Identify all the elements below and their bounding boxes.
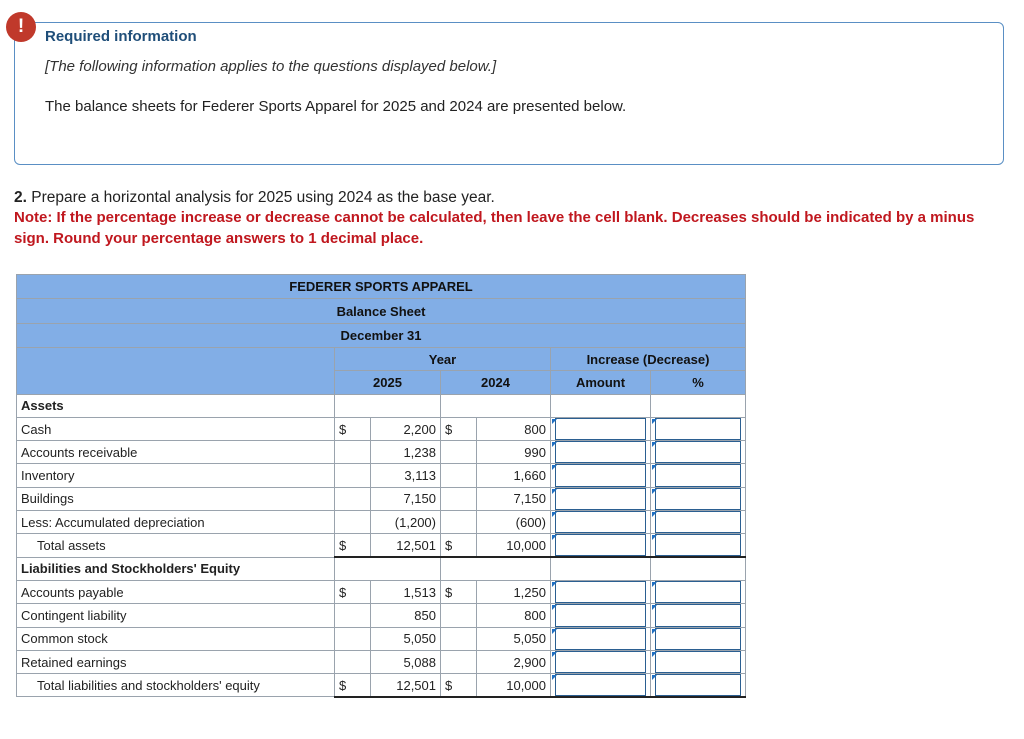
empty-cell <box>651 394 746 417</box>
row-label: Buildings <box>17 487 335 510</box>
table-row <box>17 627 746 650</box>
value-2024: 1,250 <box>477 580 551 603</box>
percent-change-cell <box>651 674 746 697</box>
percent-change-cell <box>651 441 746 464</box>
currency-symbol-2025 <box>335 650 371 673</box>
currency-symbol-2024: $ <box>441 417 477 440</box>
statement-date: December 31 <box>17 324 746 348</box>
currency-symbol-2024 <box>441 464 477 487</box>
value-2025: (1,200) <box>371 511 441 534</box>
percent-change-cell <box>651 464 746 487</box>
amount-change-cell <box>551 487 651 510</box>
amount-change-input[interactable] <box>555 674 646 696</box>
amount-header: Amount <box>551 371 651 394</box>
currency-symbol-2025: $ <box>335 417 371 440</box>
currency-symbol-2025 <box>335 604 371 627</box>
percent-change-input[interactable] <box>655 628 741 650</box>
empty-cell <box>335 394 441 417</box>
percent-change-cell <box>651 627 746 650</box>
question-number: 2. <box>14 189 27 206</box>
value-2024: 10,000 <box>477 674 551 697</box>
percent-change-cell <box>651 487 746 510</box>
header-blank <box>17 348 335 371</box>
year-2025-header: 2025 <box>335 371 441 394</box>
amount-change-cell <box>551 464 651 487</box>
amount-change-input[interactable] <box>555 488 646 510</box>
percent-change-cell <box>651 417 746 440</box>
currency-symbol-2025 <box>335 487 371 510</box>
currency-symbol-2025 <box>335 627 371 650</box>
empty-cell <box>441 394 551 417</box>
assets-heading: Assets <box>17 394 335 417</box>
currency-symbol-2025 <box>335 464 371 487</box>
alert-icon: ! <box>6 12 36 42</box>
row-label: Retained earnings <box>17 650 335 673</box>
row-label: Inventory <box>17 464 335 487</box>
percent-change-input[interactable] <box>655 441 741 463</box>
currency-symbol-2025: $ <box>335 674 371 697</box>
percent-change-cell <box>651 534 746 557</box>
table-row <box>17 650 746 673</box>
currency-symbol-2024 <box>441 604 477 627</box>
table-row <box>17 674 746 697</box>
table-row <box>17 580 746 603</box>
amount-change-input[interactable] <box>555 511 646 533</box>
row-label: Contingent liability <box>17 604 335 627</box>
value-2024: 7,150 <box>477 487 551 510</box>
amount-change-input[interactable] <box>555 604 646 626</box>
percent-change-input[interactable] <box>655 534 741 556</box>
value-2024: 800 <box>477 604 551 627</box>
value-2024: 1,660 <box>477 464 551 487</box>
table-row <box>17 511 746 534</box>
percent-change-cell <box>651 580 746 603</box>
empty-cell <box>551 557 651 580</box>
question-note: Note: If the percentage increase or decrease cannot be calculated, then leave the cell blank. Decreases should be indicated by a minus sign. Round your percentage answers to 1 decimal place. <box>14 209 975 247</box>
amount-change-cell <box>551 604 651 627</box>
amount-change-input[interactable] <box>555 464 646 486</box>
percent-change-input[interactable] <box>655 418 741 440</box>
amount-change-cell <box>551 650 651 673</box>
table-row <box>17 441 746 464</box>
currency-symbol-2024 <box>441 441 477 464</box>
percent-header: % <box>651 371 746 394</box>
empty-cell <box>651 557 746 580</box>
currency-symbol-2024: $ <box>441 580 477 603</box>
statement-title: Balance Sheet <box>17 299 746 324</box>
percent-change-input[interactable] <box>655 511 741 533</box>
amount-change-cell <box>551 674 651 697</box>
table-row <box>17 417 746 440</box>
amount-change-input[interactable] <box>555 628 646 650</box>
value-2025: 1,513 <box>371 580 441 603</box>
percent-change-input[interactable] <box>655 604 741 626</box>
percent-change-input[interactable] <box>655 581 741 603</box>
currency-symbol-2025: $ <box>335 580 371 603</box>
amount-change-cell <box>551 580 651 603</box>
row-label: Accounts receivable <box>17 441 335 464</box>
change-header: Increase (Decrease) <box>551 348 746 371</box>
info-subtitle: [The following information applies to the questions displayed below.] <box>45 58 497 75</box>
row-label: Less: Accumulated depreciation <box>17 511 335 534</box>
value-2025: 12,501 <box>371 534 441 557</box>
currency-symbol-2024 <box>441 487 477 510</box>
amount-change-cell <box>551 441 651 464</box>
percent-change-input[interactable] <box>655 674 741 696</box>
currency-symbol-2024 <box>441 627 477 650</box>
header-blank <box>17 371 335 394</box>
amount-change-cell <box>551 534 651 557</box>
year-2024-header: 2024 <box>441 371 551 394</box>
currency-symbol-2025 <box>335 511 371 534</box>
currency-symbol-2024 <box>441 650 477 673</box>
amount-change-cell <box>551 627 651 650</box>
question-body: Prepare a horizontal analysis for 2025 using 2024 as the base year. <box>31 189 495 206</box>
table-row <box>17 464 746 487</box>
amount-change-input[interactable] <box>555 441 646 463</box>
amount-change-cell <box>551 417 651 440</box>
value-2024: 10,000 <box>477 534 551 557</box>
empty-cell <box>551 394 651 417</box>
amount-change-input[interactable] <box>555 581 646 603</box>
value-2025: 2,200 <box>371 417 441 440</box>
value-2025: 850 <box>371 604 441 627</box>
percent-change-input[interactable] <box>655 464 741 486</box>
amount-change-input[interactable] <box>555 418 646 440</box>
row-label: Total liabilities and stockholders' equity <box>17 674 335 697</box>
percent-change-cell <box>651 604 746 627</box>
amount-change-input[interactable] <box>555 651 646 673</box>
value-2024: 990 <box>477 441 551 464</box>
year-header: Year <box>335 348 551 371</box>
company-name: FEDERER SPORTS APPAREL <box>17 275 746 299</box>
value-2025: 12,501 <box>371 674 441 697</box>
liabilities-heading: Liabilities and Stockholders' Equity <box>17 557 335 580</box>
amount-change-input[interactable] <box>555 534 646 556</box>
info-description: The balance sheets for Federer Sports Apparel for 2025 and 2024 are presented below. <box>45 98 627 115</box>
currency-symbol-2024: $ <box>441 534 477 557</box>
value-2024: 5,050 <box>477 627 551 650</box>
balance-sheet-table <box>16 274 746 698</box>
currency-symbol-2025: $ <box>335 534 371 557</box>
percent-change-cell <box>651 650 746 673</box>
empty-cell <box>441 557 551 580</box>
currency-symbol-2025 <box>335 441 371 464</box>
percent-change-input[interactable] <box>655 651 741 673</box>
percent-change-cell <box>651 511 746 534</box>
value-2024: 800 <box>477 417 551 440</box>
empty-cell <box>335 557 441 580</box>
question-text <box>14 189 495 207</box>
value-2025: 3,113 <box>371 464 441 487</box>
currency-symbol-2024 <box>441 511 477 534</box>
table-row <box>17 487 746 510</box>
table-row <box>17 534 746 557</box>
currency-symbol-2024: $ <box>441 674 477 697</box>
amount-change-cell <box>551 511 651 534</box>
row-label: Cash <box>17 417 335 440</box>
value-2025: 1,238 <box>371 441 441 464</box>
value-2025: 7,150 <box>371 487 441 510</box>
value-2024: (600) <box>477 511 551 534</box>
value-2025: 5,050 <box>371 627 441 650</box>
row-label: Total assets <box>17 534 335 557</box>
value-2025: 5,088 <box>371 650 441 673</box>
value-2024: 2,900 <box>477 650 551 673</box>
percent-change-input[interactable] <box>655 488 741 510</box>
row-label: Common stock <box>17 627 335 650</box>
info-title: Required information <box>45 28 197 45</box>
row-label: Accounts payable <box>17 580 335 603</box>
table-row <box>17 604 746 627</box>
